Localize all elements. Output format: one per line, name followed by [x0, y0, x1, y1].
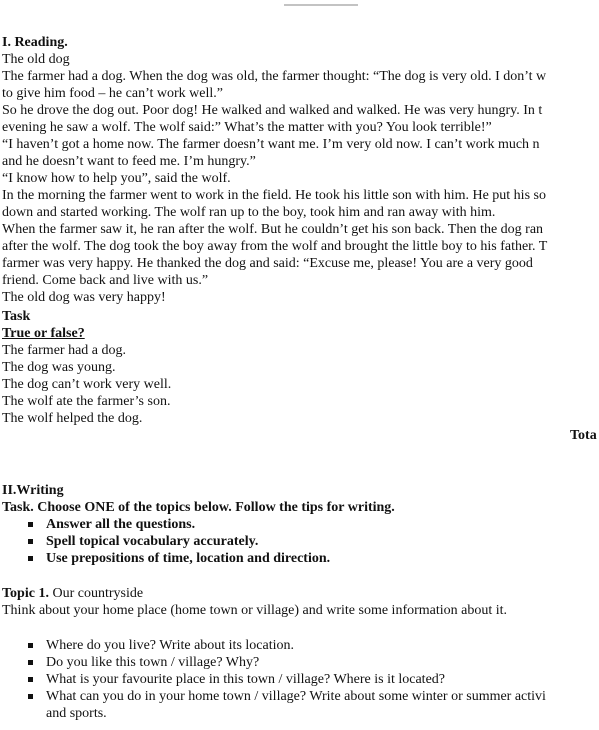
story-line: “I know how to help you”, said the wolf.	[2, 171, 231, 186]
statement: The dog was young.	[2, 360, 116, 375]
tip-text: Spell topical vocabulary accurately.	[46, 534, 259, 549]
bullet-icon	[28, 522, 33, 527]
topic-heading	[2, 585, 143, 602]
bullet-icon	[28, 643, 33, 648]
story-line: In the morning the farmer went to work in the field. He took his little son with him. He put his so	[2, 188, 546, 203]
statement: The farmer had a dog.	[2, 343, 126, 358]
statement: The dog can’t work very well.	[2, 377, 172, 392]
writing-heading: II.Writing	[2, 483, 64, 498]
story-line: evening he saw a wolf. The wolf said:” What’s the matter with you? You look terrible!”	[2, 120, 492, 135]
topic-label: Topic 1.	[2, 586, 49, 601]
true-false-heading: True or false?	[2, 326, 85, 341]
question-item	[28, 637, 294, 654]
task-label: Task	[2, 309, 31, 324]
question-continuation	[28, 705, 107, 722]
bullet-icon	[28, 660, 33, 665]
topic-instruction: Think about your home place (home town or village) and write some information about it.	[2, 603, 508, 618]
tip-item	[28, 516, 195, 533]
question-text: Where do you live? Write about its location.	[46, 638, 294, 653]
story-line: farmer was very happy. He thanked the dog and said: “Excuse me, please! You are a very good	[2, 256, 533, 271]
bullet-icon	[28, 677, 33, 682]
story-line: friend. Come back and live with us.”	[2, 273, 209, 288]
story-title: The old dog	[2, 52, 70, 67]
story-line: to give him food – he can’t work well.”	[2, 86, 223, 101]
question-text: What can you do in your home town / village? Write about some winter or summer activi	[46, 689, 546, 704]
bullet-icon	[28, 694, 33, 699]
story-line: So he drove the dog out. Poor dog! He walked and walked and walked. He was very hungry. In t	[2, 103, 543, 118]
bullet-icon	[28, 539, 33, 544]
topic-title: Our countryside	[48, 586, 144, 601]
question-continuation-text: and sports.	[46, 706, 107, 721]
statement: The wolf ate the farmer’s son.	[2, 394, 171, 409]
question-text: What is your favourite place in this town / village? Where is it located?	[46, 672, 445, 687]
question-item	[28, 688, 546, 705]
question-item	[28, 671, 445, 688]
story-line: down and started working. The wolf ran up to the boy, took him and ran away with him.	[2, 205, 496, 220]
tip-text: Use prepositions of time, location and direction.	[46, 551, 331, 566]
reading-heading: I. Reading.	[2, 35, 68, 50]
writing-task: Task. Choose ONE of the topics below. Follow the tips for writing.	[2, 500, 395, 515]
question-item	[28, 654, 259, 671]
total-label: Tota	[570, 428, 597, 443]
story-line: When the farmer saw it, he ran after the wolf. But he couldn’t get his son back. Then the dog ran	[2, 222, 544, 237]
story-line: after the wolf. The dog took the boy away from the wolf and brought the little boy to his father. T	[2, 239, 548, 254]
story-line: and he doesn’t want to feed me. I’m hungry.”	[2, 154, 256, 169]
bullet-icon	[28, 556, 33, 561]
story-line: The farmer had a dog. When the dog was old, the farmer thought: “The dog is very old. I don’t w	[2, 69, 547, 84]
story-line: “I haven’t got a home now. The farmer doesn’t want me. I’m very old now. I can’t work much n	[2, 137, 540, 152]
tip-item	[28, 533, 258, 550]
question-text: Do you like this town / village? Why?	[46, 655, 260, 670]
tip-item	[28, 550, 330, 567]
tip-text: Answer all the questions.	[46, 517, 196, 532]
cropped-header-fragment	[284, 0, 358, 6]
story-line: The old dog was very happy!	[2, 290, 166, 305]
statement: The wolf helped the dog.	[2, 411, 143, 426]
